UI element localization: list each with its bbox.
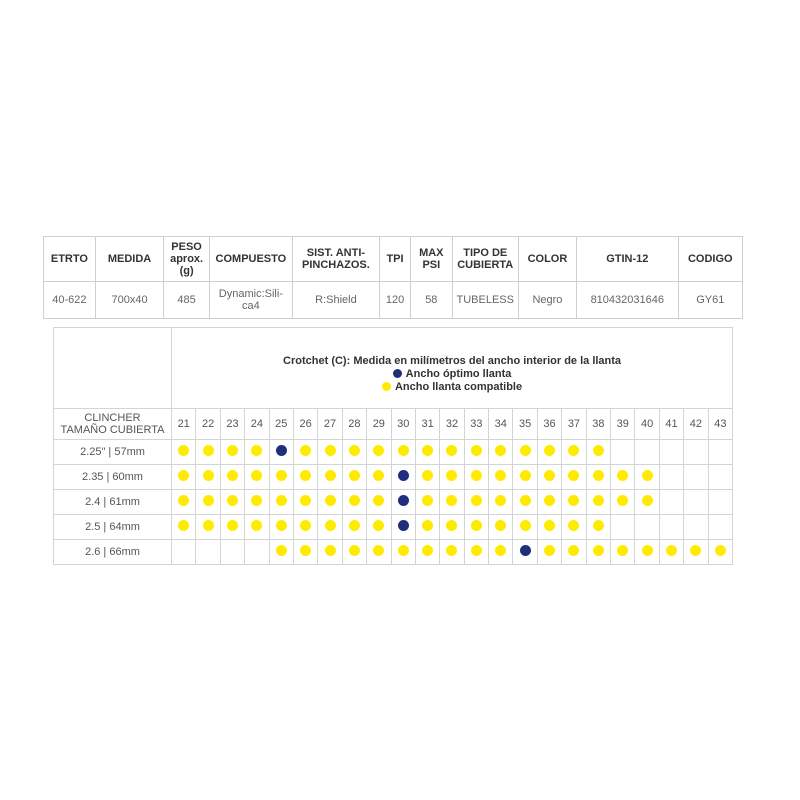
compatible-width-dot <box>251 495 262 506</box>
compat-cell <box>489 490 513 515</box>
spec-value-compuesto: Dynamic:Sili- ca4 <box>209 282 292 319</box>
compatible-width-dot <box>495 445 506 456</box>
legend-compatible-label: Ancho llanta compatible <box>394 380 523 393</box>
compat-cell <box>367 515 391 540</box>
legend-cell <box>172 328 733 409</box>
compat-cell <box>611 540 635 565</box>
compatible-width-dot <box>568 520 579 531</box>
optimal-dot-icon <box>393 369 402 378</box>
compat-cell <box>318 465 342 490</box>
width-header-38: 38 <box>586 409 610 440</box>
compat-cell <box>586 515 610 540</box>
compat-cell <box>196 490 220 515</box>
spec-value-max-psi: 58 <box>411 282 452 319</box>
compatible-width-dot <box>446 495 457 506</box>
compat-cell <box>342 440 366 465</box>
compatible-width-dot <box>398 445 409 456</box>
compat-cell <box>415 540 439 565</box>
compatible-width-dot <box>495 470 506 481</box>
compat-cell <box>513 490 537 515</box>
compat-cell <box>440 540 464 565</box>
compatibility-chart <box>53 327 733 565</box>
compatible-width-dot <box>642 545 653 556</box>
compatible-width-dot <box>276 545 287 556</box>
tire-size-row <box>54 440 733 465</box>
compatible-width-dot <box>520 470 531 481</box>
legend-corner-cell <box>54 328 172 409</box>
compatible-width-dot <box>520 445 531 456</box>
tire-size-row <box>54 540 733 565</box>
compatible-width-dot <box>642 495 653 506</box>
compat-cell <box>245 490 269 515</box>
compat-cell <box>684 465 708 490</box>
compat-cell <box>172 540 196 565</box>
width-header-41: 41 <box>659 409 683 440</box>
compatible-width-dot <box>690 545 701 556</box>
tire-size-label: 2.6 | 66mm <box>54 540 172 565</box>
compatible-dot-icon <box>382 382 391 391</box>
spec-value-color: Negro <box>518 282 576 319</box>
optimal-width-dot <box>276 445 287 456</box>
compat-cell <box>318 490 342 515</box>
compat-cell <box>342 540 366 565</box>
compat-cell <box>440 490 464 515</box>
compatible-width-dot <box>325 545 336 556</box>
compatible-width-dot <box>373 445 384 456</box>
compatible-width-dot <box>544 545 555 556</box>
compat-cell <box>611 465 635 490</box>
compat-cell <box>464 465 488 490</box>
width-header-40: 40 <box>635 409 659 440</box>
compat-cell <box>440 515 464 540</box>
spec-value-medida: 700x40 <box>95 282 163 319</box>
compatible-width-dot <box>300 495 311 506</box>
spec-header-color: COLOR <box>518 237 576 282</box>
compatible-width-dot <box>203 445 214 456</box>
compatible-width-dot <box>300 520 311 531</box>
compatible-width-dot <box>471 495 482 506</box>
compatible-width-dot <box>227 470 238 481</box>
chart-title: Crotchet (C): Medida en milímetros del ancho interior de la llanta <box>283 354 622 367</box>
compatible-width-dot <box>422 520 433 531</box>
spec-header-max-psi: MAX PSI <box>411 237 452 282</box>
compat-cell <box>293 540 317 565</box>
compat-cell <box>635 440 659 465</box>
compatible-width-dot <box>349 545 360 556</box>
compat-cell <box>196 465 220 490</box>
compatible-width-dot <box>251 520 262 531</box>
compat-cell <box>659 440 683 465</box>
compatible-width-dot <box>349 445 360 456</box>
compat-cell <box>611 490 635 515</box>
compatible-width-dot <box>373 520 384 531</box>
legend-compatible <box>172 381 732 394</box>
compatible-width-dot <box>642 470 653 481</box>
compat-cell <box>464 515 488 540</box>
compatible-width-dot <box>300 545 311 556</box>
compatible-width-dot <box>471 470 482 481</box>
compat-cell <box>391 465 415 490</box>
compatible-width-dot <box>422 445 433 456</box>
width-header-42: 42 <box>684 409 708 440</box>
compatible-width-dot <box>471 445 482 456</box>
compatible-width-dot <box>471 545 482 556</box>
compatible-width-dot <box>203 495 214 506</box>
optimal-width-dot <box>398 495 409 506</box>
compat-cell <box>172 515 196 540</box>
compatible-width-dot <box>227 495 238 506</box>
compatible-width-dot <box>276 470 287 481</box>
legend-optimal <box>172 368 732 381</box>
width-header-43: 43 <box>708 409 733 440</box>
compat-cell <box>635 515 659 540</box>
compatible-width-dot <box>373 495 384 506</box>
compatible-width-dot <box>325 470 336 481</box>
compatible-width-dot <box>398 545 409 556</box>
compat-cell <box>367 440 391 465</box>
spec-header-compuesto: COMPUESTO <box>209 237 292 282</box>
compat-cell <box>708 465 733 490</box>
compatible-width-dot <box>593 495 604 506</box>
compatible-width-dot <box>178 445 189 456</box>
compat-cell <box>513 515 537 540</box>
compat-cell <box>196 515 220 540</box>
tire-size-row <box>54 515 733 540</box>
compatible-width-dot <box>373 545 384 556</box>
compat-cell <box>586 440 610 465</box>
width-header-36: 36 <box>537 409 561 440</box>
compat-cell <box>342 490 366 515</box>
compat-cell <box>611 440 635 465</box>
compat-cell <box>537 540 561 565</box>
spec-header-medida: MEDIDA <box>95 237 163 282</box>
compatible-width-dot <box>178 470 189 481</box>
width-header-25: 25 <box>269 409 293 440</box>
width-header-22: 22 <box>196 409 220 440</box>
compat-cell <box>513 540 537 565</box>
compatible-width-dot <box>471 520 482 531</box>
compat-cell <box>293 515 317 540</box>
width-header-31: 31 <box>415 409 439 440</box>
tire-size-label: 2.5 | 64mm <box>54 515 172 540</box>
compat-cell <box>318 515 342 540</box>
compatible-width-dot <box>227 445 238 456</box>
width-header-34: 34 <box>489 409 513 440</box>
compatible-width-dot <box>325 445 336 456</box>
compat-cell <box>391 440 415 465</box>
compatible-width-dot <box>203 520 214 531</box>
compat-cell <box>196 540 220 565</box>
optimal-width-dot <box>398 470 409 481</box>
spec-value-gtin: 810432031646 <box>576 282 678 319</box>
compat-cell <box>708 490 733 515</box>
tire-size-row <box>54 465 733 490</box>
corner-label: CLINCHER TAMAÑO CUBIERTA <box>54 409 172 440</box>
width-header-28: 28 <box>342 409 366 440</box>
compat-cell <box>415 440 439 465</box>
spec-header-tipo-cubierta: TIPO DE CUBIERTA <box>452 237 518 282</box>
compat-cell <box>172 490 196 515</box>
compat-cell <box>440 440 464 465</box>
compat-cell <box>342 515 366 540</box>
compat-cell <box>415 465 439 490</box>
compat-cell <box>293 465 317 490</box>
width-header-33: 33 <box>464 409 488 440</box>
width-header-32: 32 <box>440 409 464 440</box>
compat-cell <box>415 515 439 540</box>
compat-cell <box>611 515 635 540</box>
compat-cell <box>489 440 513 465</box>
width-header-row <box>54 409 733 440</box>
spec-value-row <box>44 282 743 319</box>
compat-cell <box>708 515 733 540</box>
spec-table <box>43 236 743 319</box>
compatible-width-dot <box>568 445 579 456</box>
spec-header-gtin: GTIN-12 <box>576 237 678 282</box>
spec-header-anti-pinchazos: SIST. ANTI- PINCHAZOS. <box>292 237 379 282</box>
compat-cell <box>293 490 317 515</box>
compat-cell <box>269 515 293 540</box>
compatible-width-dot <box>715 545 726 556</box>
tire-size-label: 2.4 | 61mm <box>54 490 172 515</box>
compatible-width-dot <box>617 545 628 556</box>
compat-cell <box>635 465 659 490</box>
compatible-width-dot <box>203 470 214 481</box>
compatible-width-dot <box>422 495 433 506</box>
compatible-width-dot <box>300 445 311 456</box>
compat-cell <box>367 540 391 565</box>
optimal-width-dot <box>520 545 531 556</box>
compat-cell <box>391 540 415 565</box>
compat-cell <box>269 440 293 465</box>
width-header-23: 23 <box>220 409 244 440</box>
compat-cell <box>269 490 293 515</box>
compat-cell <box>684 515 708 540</box>
compatible-width-dot <box>446 470 457 481</box>
compat-cell <box>659 540 683 565</box>
compat-cell <box>708 540 733 565</box>
compat-cell <box>562 490 586 515</box>
compat-cell <box>220 465 244 490</box>
compat-cell <box>220 540 244 565</box>
compatible-width-dot <box>446 520 457 531</box>
compatible-width-dot <box>544 520 555 531</box>
spec-value-tipo-cubierta: TUBELESS <box>452 282 518 319</box>
compatible-width-dot <box>373 470 384 481</box>
spec-header-codigo: CODIGO <box>678 237 742 282</box>
spec-header-etrto: ETRTO <box>44 237 96 282</box>
tire-size-row <box>54 490 733 515</box>
tire-size-label: 2.25" | 57mm <box>54 440 172 465</box>
compatible-width-dot <box>617 495 628 506</box>
width-header-37: 37 <box>562 409 586 440</box>
compat-cell <box>293 440 317 465</box>
compatible-width-dot <box>422 470 433 481</box>
compatible-width-dot <box>544 495 555 506</box>
spec-header-row <box>44 237 743 282</box>
compat-cell <box>586 490 610 515</box>
width-header-27: 27 <box>318 409 342 440</box>
width-header-21: 21 <box>172 409 196 440</box>
width-header-35: 35 <box>513 409 537 440</box>
compatible-width-dot <box>300 470 311 481</box>
compatible-width-dot <box>568 545 579 556</box>
compat-cell <box>269 540 293 565</box>
compat-cell <box>367 490 391 515</box>
compat-cell <box>537 515 561 540</box>
compatible-width-dot <box>593 470 604 481</box>
spec-header-tpi: TPI <box>379 237 410 282</box>
compat-cell <box>464 490 488 515</box>
compat-cell <box>464 440 488 465</box>
compatible-width-dot <box>617 470 628 481</box>
compat-cell <box>586 465 610 490</box>
compat-cell <box>513 465 537 490</box>
compatible-width-dot <box>349 470 360 481</box>
compat-cell <box>318 540 342 565</box>
compat-cell <box>172 465 196 490</box>
compatible-width-dot <box>593 445 604 456</box>
compatible-width-dot <box>251 445 262 456</box>
compat-cell <box>684 540 708 565</box>
compat-cell <box>220 490 244 515</box>
tire-size-label: 2.35 | 60mm <box>54 465 172 490</box>
compat-cell <box>586 540 610 565</box>
compatible-width-dot <box>520 495 531 506</box>
compat-cell <box>537 465 561 490</box>
compat-cell <box>659 465 683 490</box>
compat-cell <box>684 490 708 515</box>
compat-cell <box>220 515 244 540</box>
compatible-width-dot <box>422 545 433 556</box>
compat-cell <box>635 540 659 565</box>
compat-cell <box>245 515 269 540</box>
compatible-width-dot <box>520 520 531 531</box>
compat-cell <box>318 440 342 465</box>
compat-cell <box>562 540 586 565</box>
compat-cell <box>489 540 513 565</box>
compatible-width-dot <box>349 495 360 506</box>
compatible-width-dot <box>276 520 287 531</box>
compatible-width-dot <box>446 445 457 456</box>
compatible-width-dot <box>227 520 238 531</box>
width-header-29: 29 <box>367 409 391 440</box>
width-header-26: 26 <box>293 409 317 440</box>
compat-cell <box>708 440 733 465</box>
compatible-width-dot <box>325 495 336 506</box>
compatible-width-dot <box>544 445 555 456</box>
legend-optimal-label: Ancho óptimo llanta <box>405 367 512 380</box>
compat-cell <box>635 490 659 515</box>
compat-cell <box>367 465 391 490</box>
compat-cell <box>537 490 561 515</box>
compat-cell <box>440 465 464 490</box>
compat-cell <box>537 440 561 465</box>
compat-cell <box>513 440 537 465</box>
compat-cell <box>196 440 220 465</box>
compatible-width-dot <box>276 495 287 506</box>
compatible-width-dot <box>251 470 262 481</box>
compatible-width-dot <box>495 545 506 556</box>
compat-cell <box>464 540 488 565</box>
compatible-width-dot <box>446 545 457 556</box>
compat-cell <box>391 490 415 515</box>
legend-row <box>54 328 733 409</box>
compatible-width-dot <box>666 545 677 556</box>
compat-cell <box>220 440 244 465</box>
compatible-width-dot <box>178 495 189 506</box>
compat-cell <box>245 540 269 565</box>
compat-cell <box>659 490 683 515</box>
compat-cell <box>489 465 513 490</box>
compat-cell <box>269 465 293 490</box>
compat-cell <box>562 515 586 540</box>
spec-value-tpi: 120 <box>379 282 410 319</box>
spec-value-anti-pinchazos: R:Shield <box>292 282 379 319</box>
compatible-width-dot <box>495 495 506 506</box>
spec-value-etrto: 40-622 <box>44 282 96 319</box>
compatible-width-dot <box>593 520 604 531</box>
compatible-width-dot <box>178 520 189 531</box>
compatible-width-dot <box>495 520 506 531</box>
compat-cell <box>245 440 269 465</box>
width-header-24: 24 <box>245 409 269 440</box>
compat-cell <box>562 465 586 490</box>
compat-cell <box>415 490 439 515</box>
compatible-width-dot <box>349 520 360 531</box>
compat-cell <box>172 440 196 465</box>
compat-cell <box>245 465 269 490</box>
compat-cell <box>489 515 513 540</box>
compat-cell <box>342 465 366 490</box>
compat-cell <box>659 515 683 540</box>
compat-cell <box>684 440 708 465</box>
spec-header-peso: PESO aprox. (g) <box>164 237 210 282</box>
spec-value-codigo: GY61 <box>678 282 742 319</box>
optimal-width-dot <box>398 520 409 531</box>
compatible-width-dot <box>568 470 579 481</box>
compatible-width-dot <box>568 495 579 506</box>
compatible-width-dot <box>593 545 604 556</box>
compatible-width-dot <box>544 470 555 481</box>
compatible-width-dot <box>325 520 336 531</box>
compat-cell <box>391 515 415 540</box>
width-header-39: 39 <box>611 409 635 440</box>
width-header-30: 30 <box>391 409 415 440</box>
spec-value-peso: 485 <box>164 282 210 319</box>
compat-cell <box>562 440 586 465</box>
